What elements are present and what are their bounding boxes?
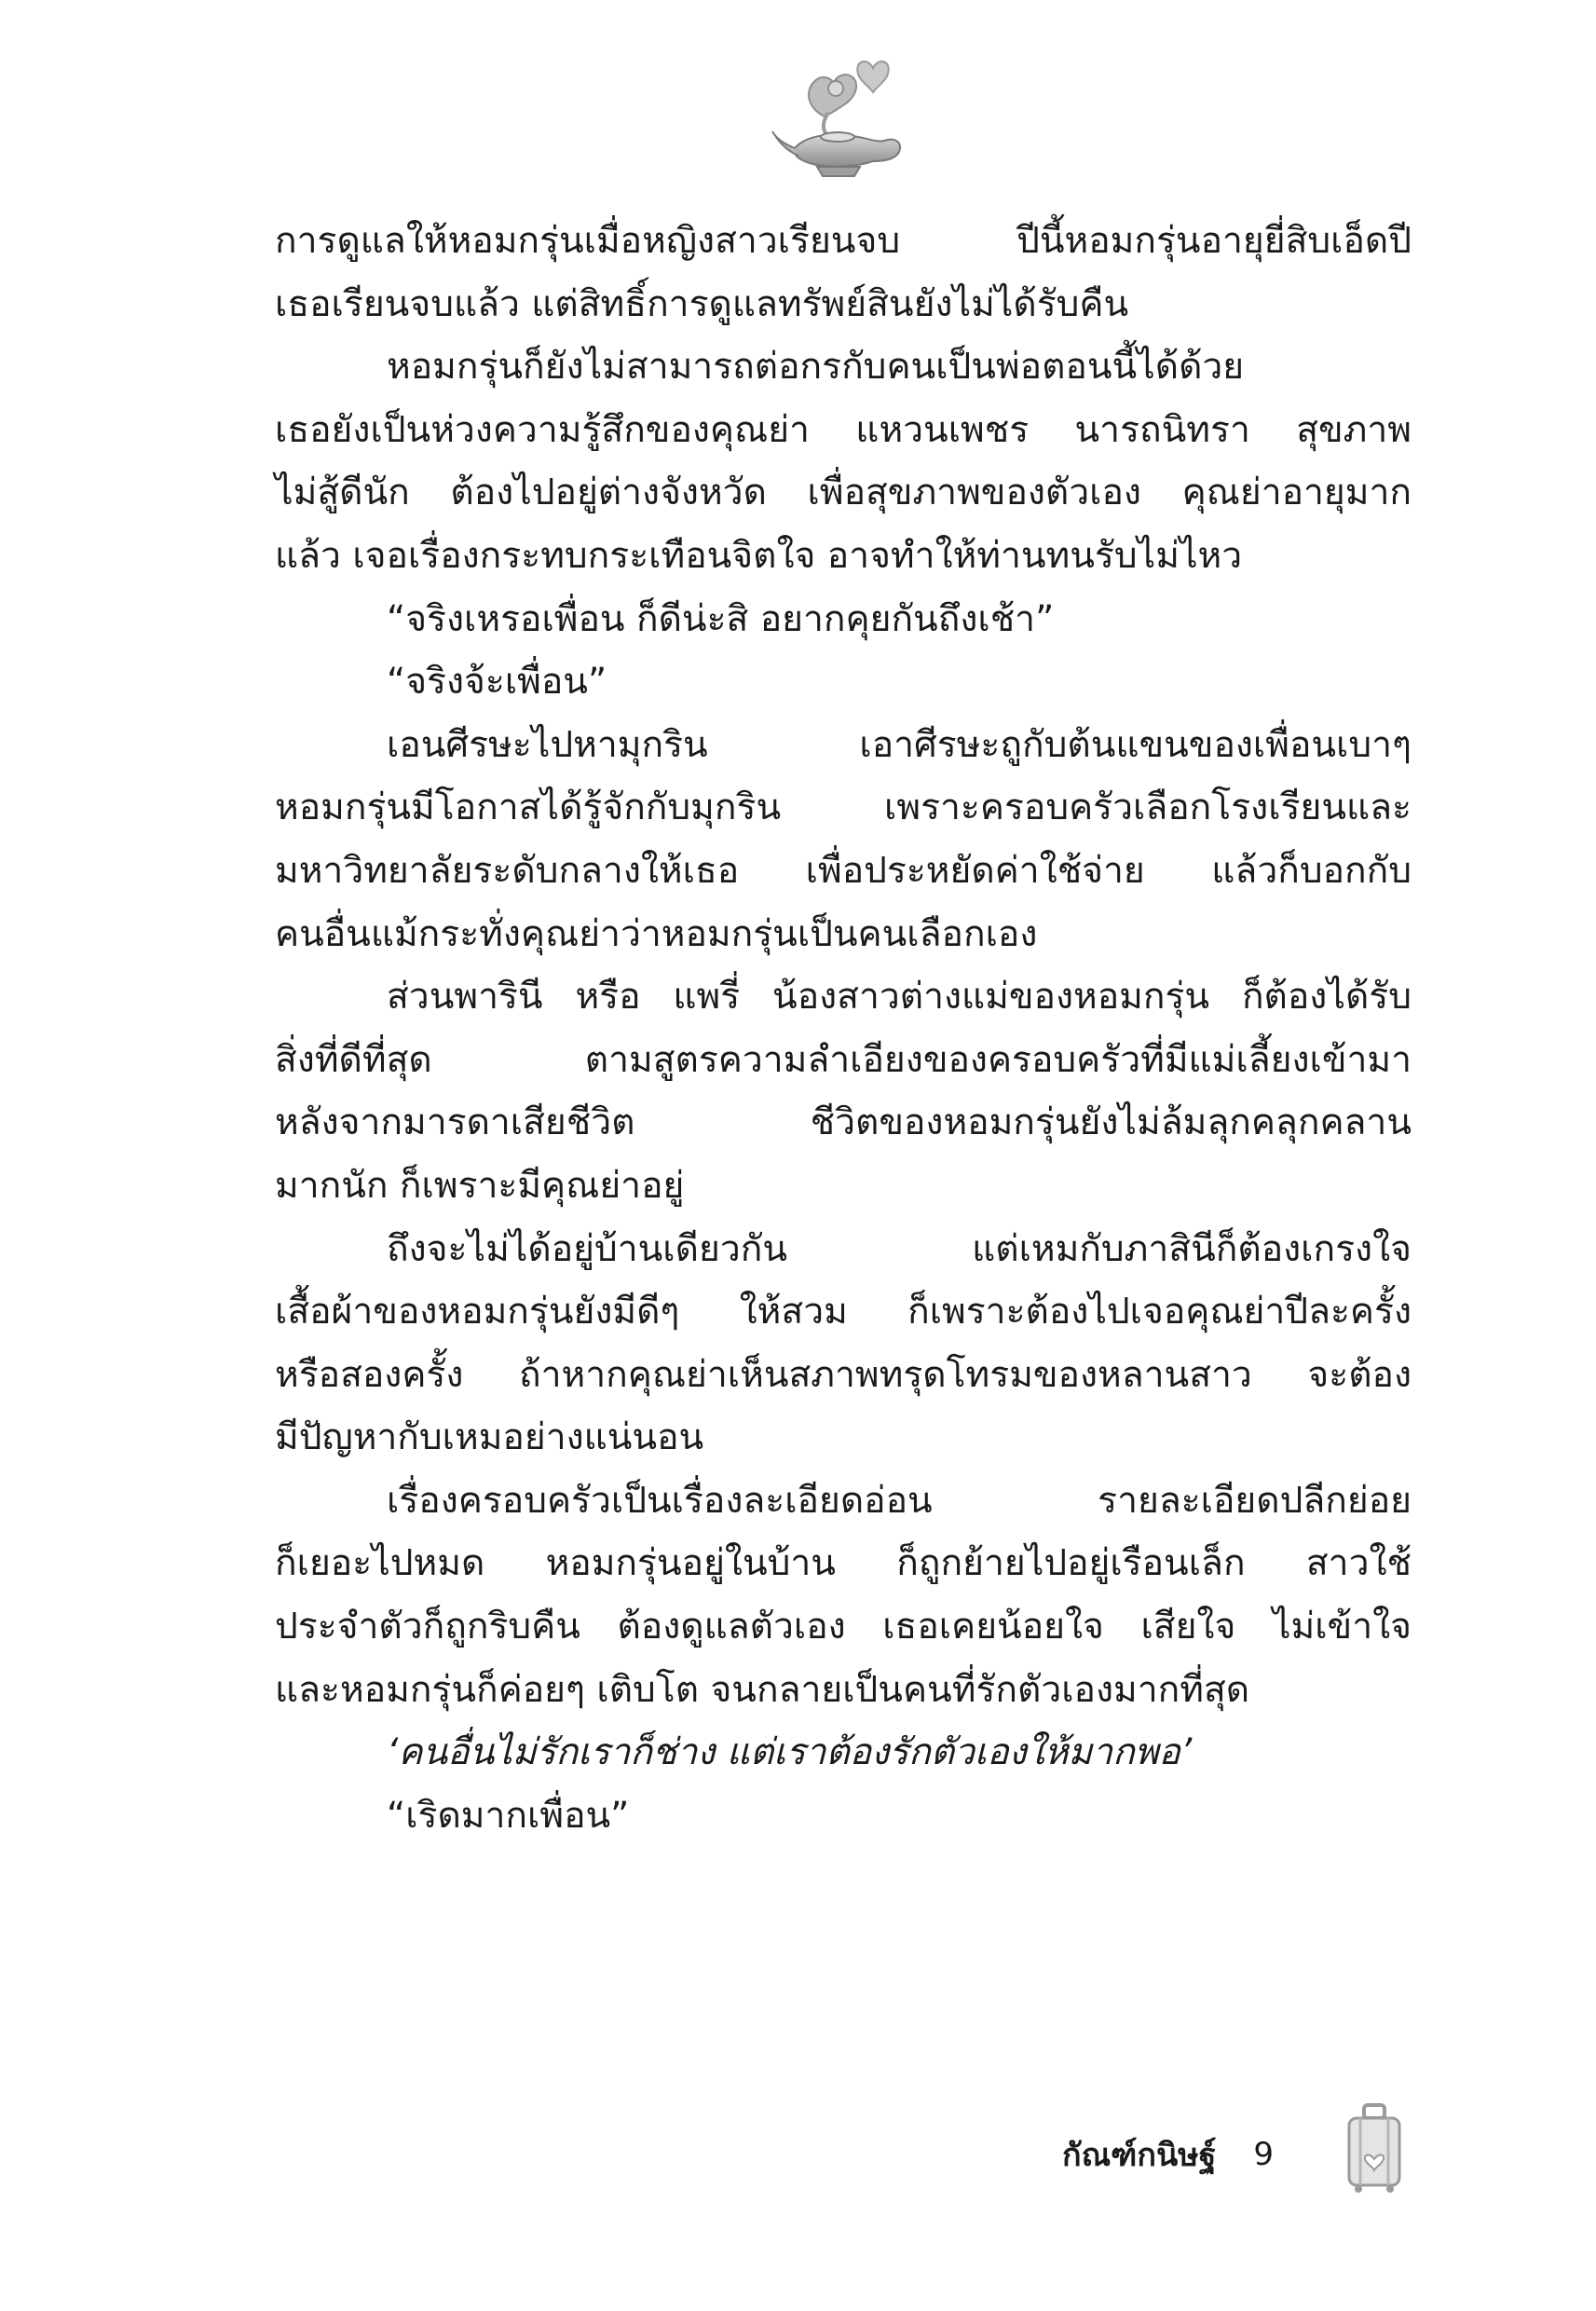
text-line: เสื้อผ้าของหอมกรุ่นยังมีดีๆ ให้สวม ก็เพราะต้องไปเจอคุณย่าปีละครั้ง (275, 1291, 1412, 1333)
text-line: หอมกรุ่นก็ยังไม่สามารถต่อกรกับคนเป็นพ่อตอนนี้ได้ด้วย (387, 346, 1245, 389)
text-line: คนอื่นแม้กระทั่งคุณย่าว่าหอมกรุ่นเป็นคนเลือกเอง (275, 912, 1038, 955)
text-line: หอมกรุ่นมีโอกาสได้รู้จักกับมุกริน เพราะครอบครัวเลือกโรงเรียนและ (275, 786, 1412, 829)
text-line: และหอมกรุ่นก็ค่อยๆ เติบโต จนกลายเป็นคนที่รักตัวเองมากที่สุด (275, 1668, 1250, 1711)
text-line: เธอยังเป็นห่วงความรู้สึกของคุณย่า แหวนเพชร นารถนิทรา สุขภาพ (275, 408, 1412, 451)
text-line: ประจำตัวก็ถูกริบคืน ต้องดูแลตัวเอง เธอเคยน้อยใจ เสียใจ ไม่เข้าใจ (275, 1606, 1412, 1648)
page-number: 9 (1253, 2136, 1274, 2173)
text-line: มากนัก ก็เพราะมีคุณย่าอยู่ (275, 1164, 685, 1207)
text-line: มีปัญหากับเหมอย่างแน่นอน (275, 1416, 704, 1459)
body-text (275, 210, 1412, 1847)
page-footer (1062, 2126, 1274, 2182)
genie-lamp-cupid-icon (769, 51, 908, 182)
luggage-icon (1342, 2101, 1407, 2195)
text-line: ‘คนอื่นไม่รักเราก็ช่าง แต่เราต้องรักตัวเองให้มากพอ’ (387, 1731, 1193, 1774)
text-line: มหาวิทยาลัยระดับกลางให้เธอ เพื่อประหยัดค่าใช้จ่าย แล้วก็บอกกับ (275, 849, 1412, 892)
text-line: ส่วนพารินี หรือ แพรี่ น้องสาวต่างแม่ของหอมกรุ่น ก็ต้องได้รับ (387, 976, 1412, 1019)
text-line: เอนศีรษะไปหามุกริน เอาศีรษะถูกับต้นแขนของเพื่อนเบาๆ (387, 723, 1412, 766)
text-line: เธอเรียนจบแล้ว แต่สิทธิ์การดูแลทรัพย์สินยังไม่ได้รับคืน (275, 282, 1129, 325)
text-line: หลังจากมารดาเสียชีวิต ชีวิตของหอมกรุ่นยังไม่ล้มลุกคลุกคลาน (275, 1101, 1412, 1144)
text-line: สิ่งที่ดีที่สุด ตามสูตรความลำเอียงของครอบครัวที่มีแม่เลี้ยงเข้ามา (275, 1038, 1412, 1081)
text-line: “เริดมากเพื่อน” (387, 1794, 630, 1837)
text-line: “จริงเหรอเพื่อน ก็ดีน่ะสิ อยากคุยกันถึงเช้า” (387, 597, 1055, 640)
text-line: การดูแลให้หอมกรุ่นเมื่อหญิงสาวเรียนจบ ปีนี้หอมกรุ่นอายุยี่สิบเอ็ดปี (275, 220, 1412, 262)
text-line: ไม่สู้ดีนัก ต้องไปอยู่ต่างจังหวัด เพื่อสุขภาพของตัวเอง คุณย่าอายุมาก (275, 472, 1412, 514)
author-name: กัณฑ์กนิษฐ์ (1062, 2137, 1217, 2174)
text-line: หรือสองครั้ง ถ้าหากคุณย่าเห็นสภาพทรุดโทรมของหลานสาว จะต้อง (275, 1353, 1412, 1396)
text-line: ก็เยอะไปหมด หอมกรุ่นอยู่ในบ้าน ก็ถูกย้ายไปอยู่เรือนเล็ก สาวใช้ (275, 1542, 1412, 1585)
text-line: แล้ว เจอเรื่องกระทบกระเทือนจิตใจ อาจทำให้ท่านทนรับไม่ไหว (275, 534, 1243, 577)
text-line: ถึงจะไม่ได้อยู่บ้านเดียวกัน แต่เหมกับภาสินีก็ต้องเกรงใจ (387, 1227, 1412, 1270)
text-line: เรื่องครอบครัวเป็นเรื่องละเอียดอ่อน รายละเอียดปลีกย่อย (387, 1479, 1412, 1522)
text-line: “จริงจ้ะเพื่อน” (387, 661, 607, 704)
